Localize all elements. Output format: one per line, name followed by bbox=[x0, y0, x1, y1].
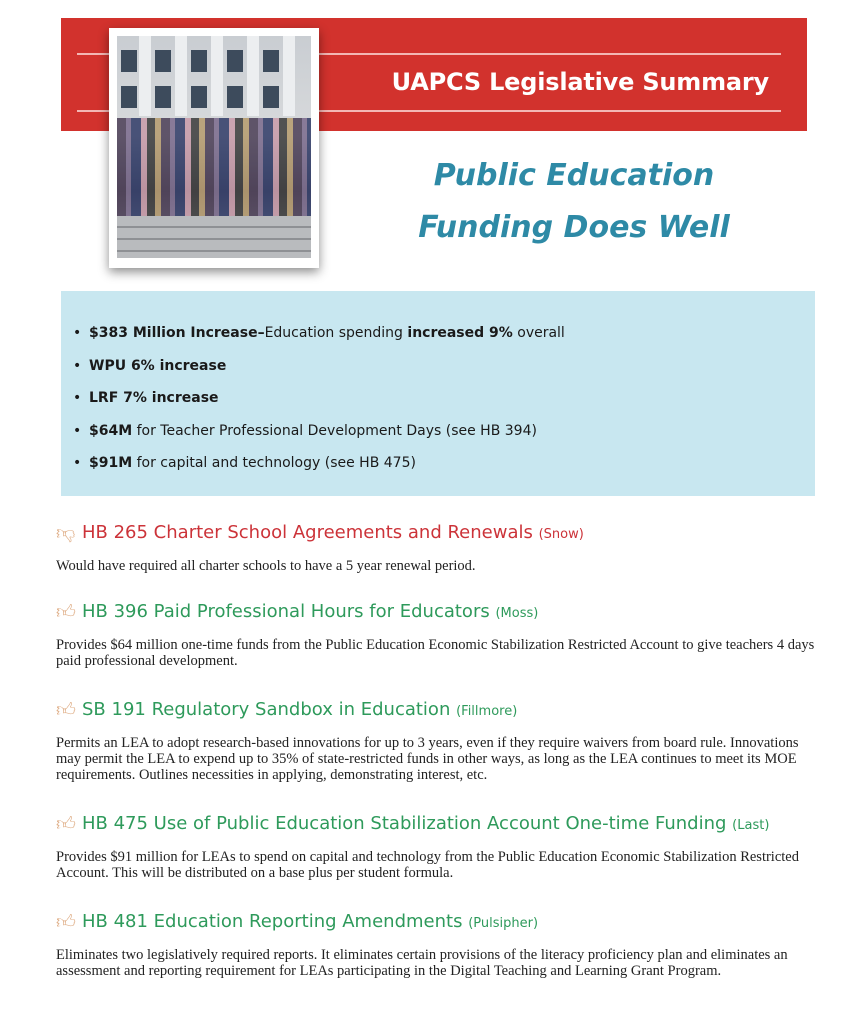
thumbs-up-icon: 👍︎ bbox=[56, 911, 76, 933]
bullet-icon: • bbox=[73, 455, 82, 471]
bill-sponsor: (Last) bbox=[732, 818, 770, 833]
thumbs-down-icon: 👎︎ bbox=[56, 522, 76, 544]
bill-description: Would have required all charter schools to have a 5 year renewal period. bbox=[56, 558, 476, 574]
highlights-list bbox=[73, 323, 565, 486]
subtitle-line-1: Public Education bbox=[433, 158, 715, 193]
thumbs-up-icon: 👍︎ bbox=[56, 813, 76, 835]
bill-sponsor: (Pulsipher) bbox=[468, 916, 539, 931]
bill-description: Eliminates two legislatively required reports. It eliminates certain provisions of the literacy proficiency plan and eliminates an assessment and reporting requirement for LEAs participating in the Digital Teaching and Learning Grant Program. bbox=[56, 947, 788, 979]
subtitle-line-2: Funding Does Well bbox=[418, 210, 730, 245]
bill-heading: 👍︎ HB 396 Paid Professional Hours for Educators (Moss) bbox=[56, 601, 539, 623]
funding-highlights-box bbox=[61, 291, 815, 496]
bill-sponsor: (Snow) bbox=[538, 527, 584, 542]
bill-sponsor: (Fillmore) bbox=[456, 704, 518, 719]
bill-hb-396 bbox=[56, 600, 816, 669]
highlight-item: • $91M for capital and technology (see HB 475) bbox=[73, 455, 416, 471]
capitol-photo bbox=[117, 36, 311, 258]
bullet-icon: • bbox=[73, 390, 82, 406]
capitol-photo-frame bbox=[109, 28, 319, 268]
bullet-icon: • bbox=[73, 325, 82, 341]
page-subtitle bbox=[400, 150, 748, 254]
bill-description: Provides $91 million for LEAs to spend on capital and technology from the Public Education Economic Stabilization Restricted Account. This will be distributed on a base plus per student formula. bbox=[56, 849, 799, 881]
highlight-item: • $64M for Teacher Professional Development Days (see HB 394) bbox=[73, 422, 537, 439]
bill-heading: 👍︎ HB 475 Use of Public Education Stabilization Account One-time Funding (Last) bbox=[56, 813, 770, 835]
thumbs-up-icon: 👍︎ bbox=[56, 601, 76, 623]
bill-heading: 👍︎ SB 191 Regulatory Sandbox in Education (Fillmore) bbox=[56, 699, 518, 721]
bill-sb-191 bbox=[56, 698, 816, 783]
highlight-item: • LRF 7% increase bbox=[73, 390, 219, 406]
capitol-steps bbox=[117, 216, 311, 258]
bill-heading: 👍︎ HB 481 Education Reporting Amendments (Pulsipher) bbox=[56, 911, 539, 933]
highlight-item: • WPU 6% increase bbox=[73, 357, 227, 374]
bill-hb-481 bbox=[56, 910, 816, 979]
bill-sponsor: (Moss) bbox=[495, 606, 539, 621]
thumbs-up-icon: 👍︎ bbox=[56, 699, 76, 721]
students-group bbox=[117, 118, 311, 218]
bill-hb-475 bbox=[56, 812, 816, 881]
bill-hb-265 bbox=[56, 521, 816, 574]
bullet-icon: • bbox=[73, 422, 82, 439]
highlight-item: • $383 Million Increase–Education spending increased 9% overall bbox=[73, 325, 565, 341]
banner-title: UAPCS Legislative Summary bbox=[391, 68, 769, 96]
bill-description: Permits an LEA to adopt research-based innovations for up to 3 years, even if they require waivers from board rule. Innovations may permit the LEA to expend up to 35% of state-restricted funds in other ways, as long as the LEA continues to meet its MOE requirements. Outlines necessities in applying, demonstrating interest, etc. bbox=[56, 735, 799, 783]
bill-heading: 👎︎ HB 265 Charter School Agreements and Renewals (Snow) bbox=[56, 522, 584, 544]
bill-description: Provides $64 million one-time funds from the Public Education Economic Stabilization Restricted Account to give teachers 4 days paid professional development. bbox=[56, 637, 815, 669]
bullet-icon: • bbox=[73, 357, 82, 374]
